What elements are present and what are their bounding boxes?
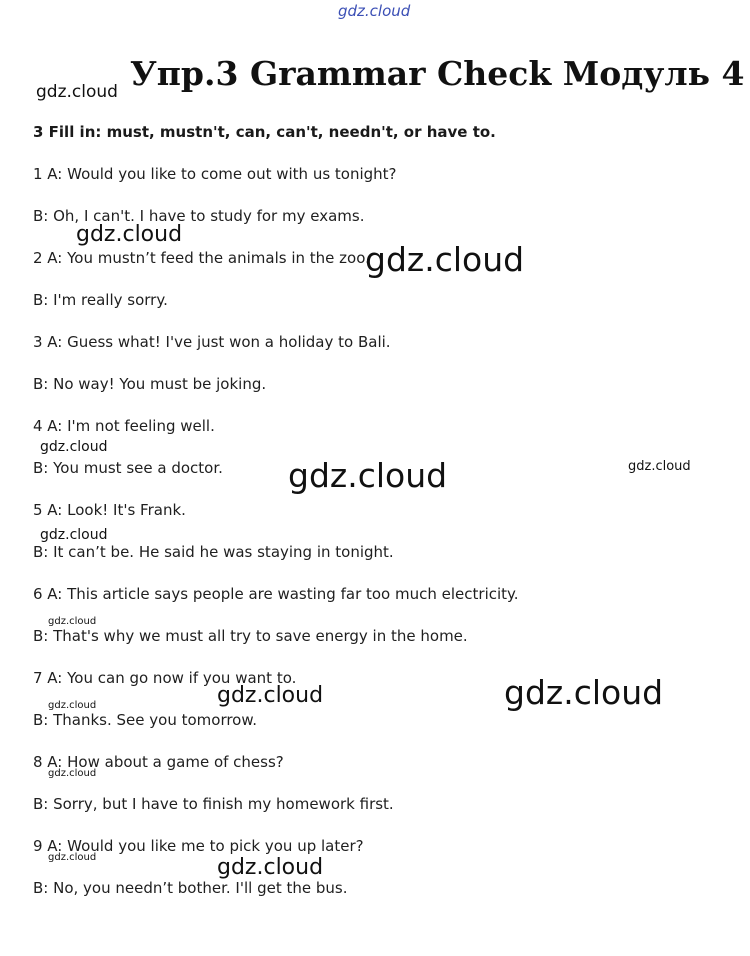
dialogue-line: B: You must see a doctor. [33,459,223,477]
dialogue-line: 8 A: How about a game of chess? [33,753,284,771]
watermark: gdz.cloud [628,459,691,474]
watermark-top: gdz.cloud [338,2,411,20]
dialogue-line: 2 A: You mustn’t feed the animals in the zoo. [33,249,370,267]
dialogue-line: 9 A: Would you like me to pick you up later? [33,837,364,855]
watermark: gdz.cloud [40,527,108,543]
watermark: gdz.cloud [504,673,664,712]
watermark: gdz.cloud [76,222,183,247]
watermark: gdz.cloud [48,768,97,779]
dialogue-line: B: I'm really sorry. [33,291,168,309]
dialogue-line: B: It can’t be. He said he was staying in tonight. [33,543,394,561]
watermark: gdz.cloud [48,852,97,863]
dialogue-line: B: No, you needn’t bother. I'll get the bus. [33,879,348,897]
dialogue-line: 7 A: You can go now if you want to. [33,669,297,687]
watermark: gdz.cloud [217,855,324,880]
watermark: gdz.cloud [36,82,118,102]
exercise-instruction: 3 Fill in: must, mustn't, can, can't, needn't, or have to. [33,123,496,141]
dialogue-line: B: Oh, I can't. I have to study for my exams. [33,207,365,225]
dialogue-line: B: Sorry, but I have to finish my homework first. [33,795,394,813]
dialogue-line: 4 A: I'm not feeling well. [33,417,215,435]
dialogue-line: 1 A: Would you like to come out with us tonight? [33,165,397,183]
dialogue-line: B: No way! You must be joking. [33,375,267,393]
page-title: Упр.3 Grammar Check Модуль 4 [130,54,745,93]
watermark: gdz.cloud [48,700,97,711]
watermark: gdz.cloud [40,439,108,455]
dialogue-line: B: Thanks. See you tomorrow. [33,711,258,729]
dialogue-line: 6 A: This article says people are wasting far too much electricity. [33,585,519,603]
watermark: gdz.cloud [365,240,525,279]
watermark: gdz.cloud [288,456,448,495]
watermark: gdz.cloud [217,683,324,708]
dialogue-line: B: That's why we must all try to save energy in the home. [33,627,468,645]
dialogue-line: 3 A: Guess what! I've just won a holiday to Bali. [33,333,391,351]
dialogue-line: 5 A: Look! It's Frank. [33,501,186,519]
watermark: gdz.cloud [48,616,97,627]
